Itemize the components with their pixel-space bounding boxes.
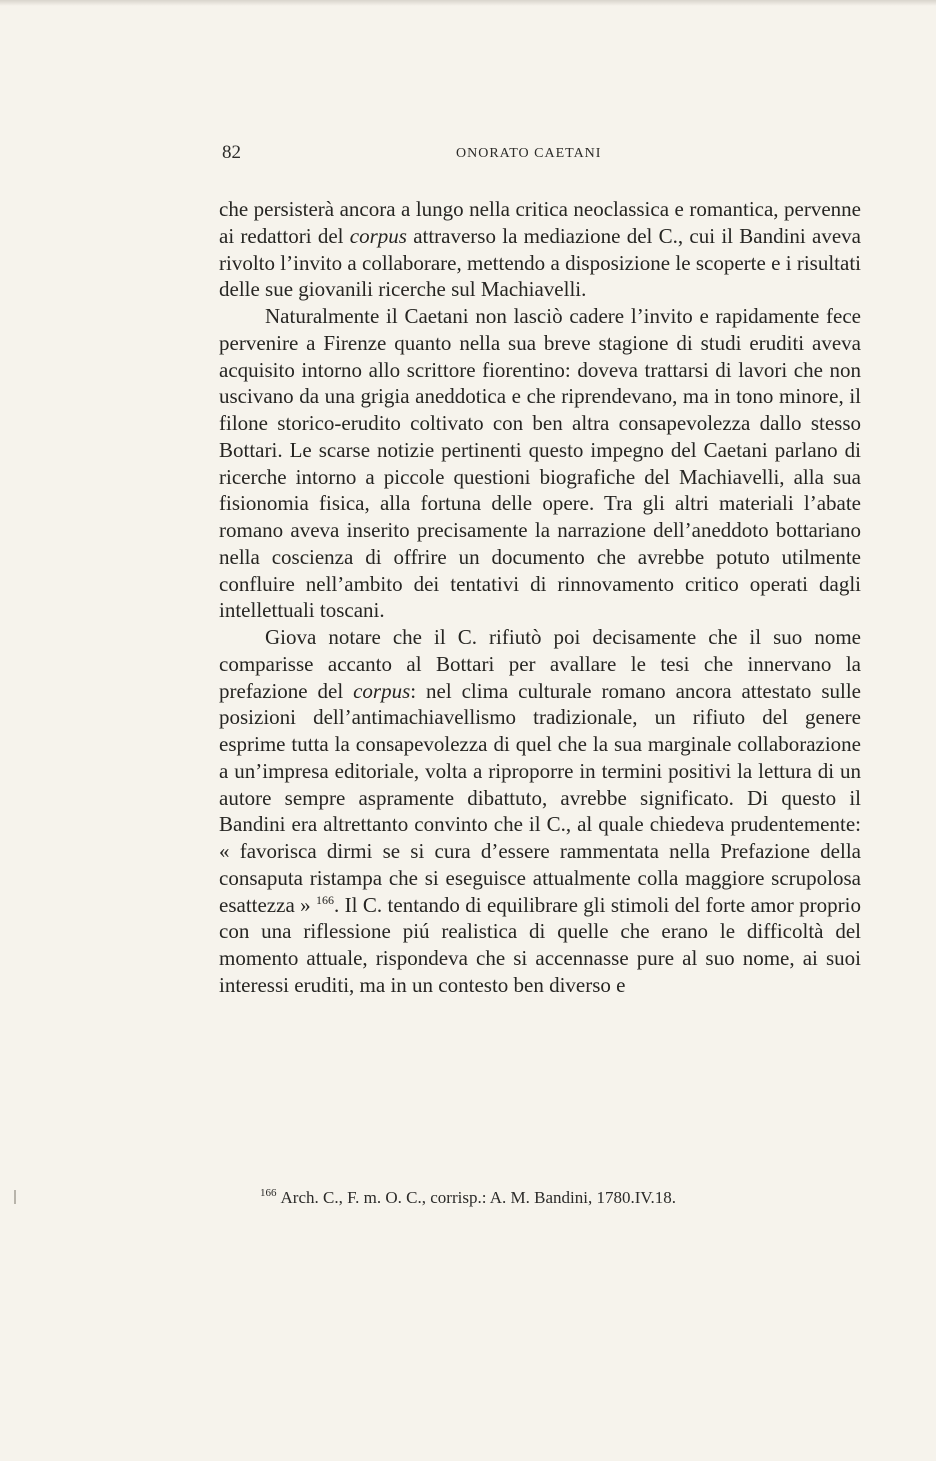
text-segment: Giova notare che il C. rifiutò poi decisamente che il suo nome comparisse accanto al Bottari per avallare le tesi che innervano la prefazione del — [219, 625, 861, 703]
footnote-text: Arch. C., F. m. O. C., corrisp.: A. M. Bandini, 1780.IV.18. — [280, 1188, 676, 1207]
text-segment: : nel clima culturale romano ancora attestato sulle posizioni dell’antimachiavellismo tradizionale, un rifiuto del genere esprime tutta la consapevolezza di quel che la sua marginale collaborazione a un’impresa editoriale, volta a riproporre in termini positivi la lettura di un autore sempre aspramente dibattuto, avrebbe significato. Di questo il Bandini era altrettanto convinto che il C., al quale chiedeva prudentemente: « favorisca dirmi se si cura d’essere rammentata nella Prefazione della consaputa ristampa che si eseguisce attualmente colla maggiore scrupolosa esattezza » — [219, 678, 861, 917]
body-text — [219, 196, 861, 999]
text-segment-italic: corpus — [353, 678, 411, 703]
running-head: ONORATO CAETANI — [456, 146, 602, 161]
paragraph-1 — [219, 196, 861, 303]
footnote-reference: 166 — [316, 892, 335, 907]
text-segment-italic: corpus — [349, 223, 407, 248]
page-top-edge — [0, 0, 936, 6]
text-segment: . Il C. tentando di equilibrare gli stimoli del forte amor proprio con una riflessione piú realistica di quelle che erano le difficoltà del momento attuale, rispondeva che si accennasse pure al suo nome, ai suoi interessi eruditi, ma in un contesto ben diverso e — [219, 892, 861, 997]
footnote — [260, 1188, 860, 1208]
footnote-number: 166 — [260, 1187, 277, 1200]
margin-mark — [14, 1190, 16, 1204]
text-segment: che persisterà ancora a lungo nella critica neoclassica e romantica, pervenne ai redattori del — [219, 197, 861, 248]
paragraph-2 — [219, 303, 861, 624]
paragraph-3 — [219, 624, 861, 999]
text-segment: Naturalmente il Caetani non lasciò cadere l’invito e rapidamente fece pervenire a Firenze quanto nella sua breve stagione di studi eruditi aveva acquisito intorno allo scrittore fiorentino: doveva trattarsi di lavori che non uscivano da una grigia aneddotica e che riprendevano, ma in tono minore, il filone storico-erudito coltivato con ben altra consapevolezza dallo stesso Bottari. Le scarse notizie pertinenti questo impegno del Caetani parlano di ricerche intorno a piccole questioni biografiche del Machiavelli, alla sua fisionomia fisica, alla fortuna delle opere. Tra gli altri materiali l’abate romano aveva inserito precisamente la narrazione dell’aneddoto bottariano nella coscienza di offrire un documento che avrebbe potuto utilmente confluire nell’ambito dei tentativi di rinnovamento critico operati dagli intellettuali toscani. — [219, 304, 861, 623]
page-number: 82 — [222, 142, 241, 163]
text-segment: attraverso la mediazione del C., cui il Bandini aveva rivolto l’invito a collaborare, mettendo a disposizione le scoperte e i risultati delle sue giovanili ricerche sul Machiavelli. — [219, 223, 861, 302]
page-header — [222, 142, 862, 172]
